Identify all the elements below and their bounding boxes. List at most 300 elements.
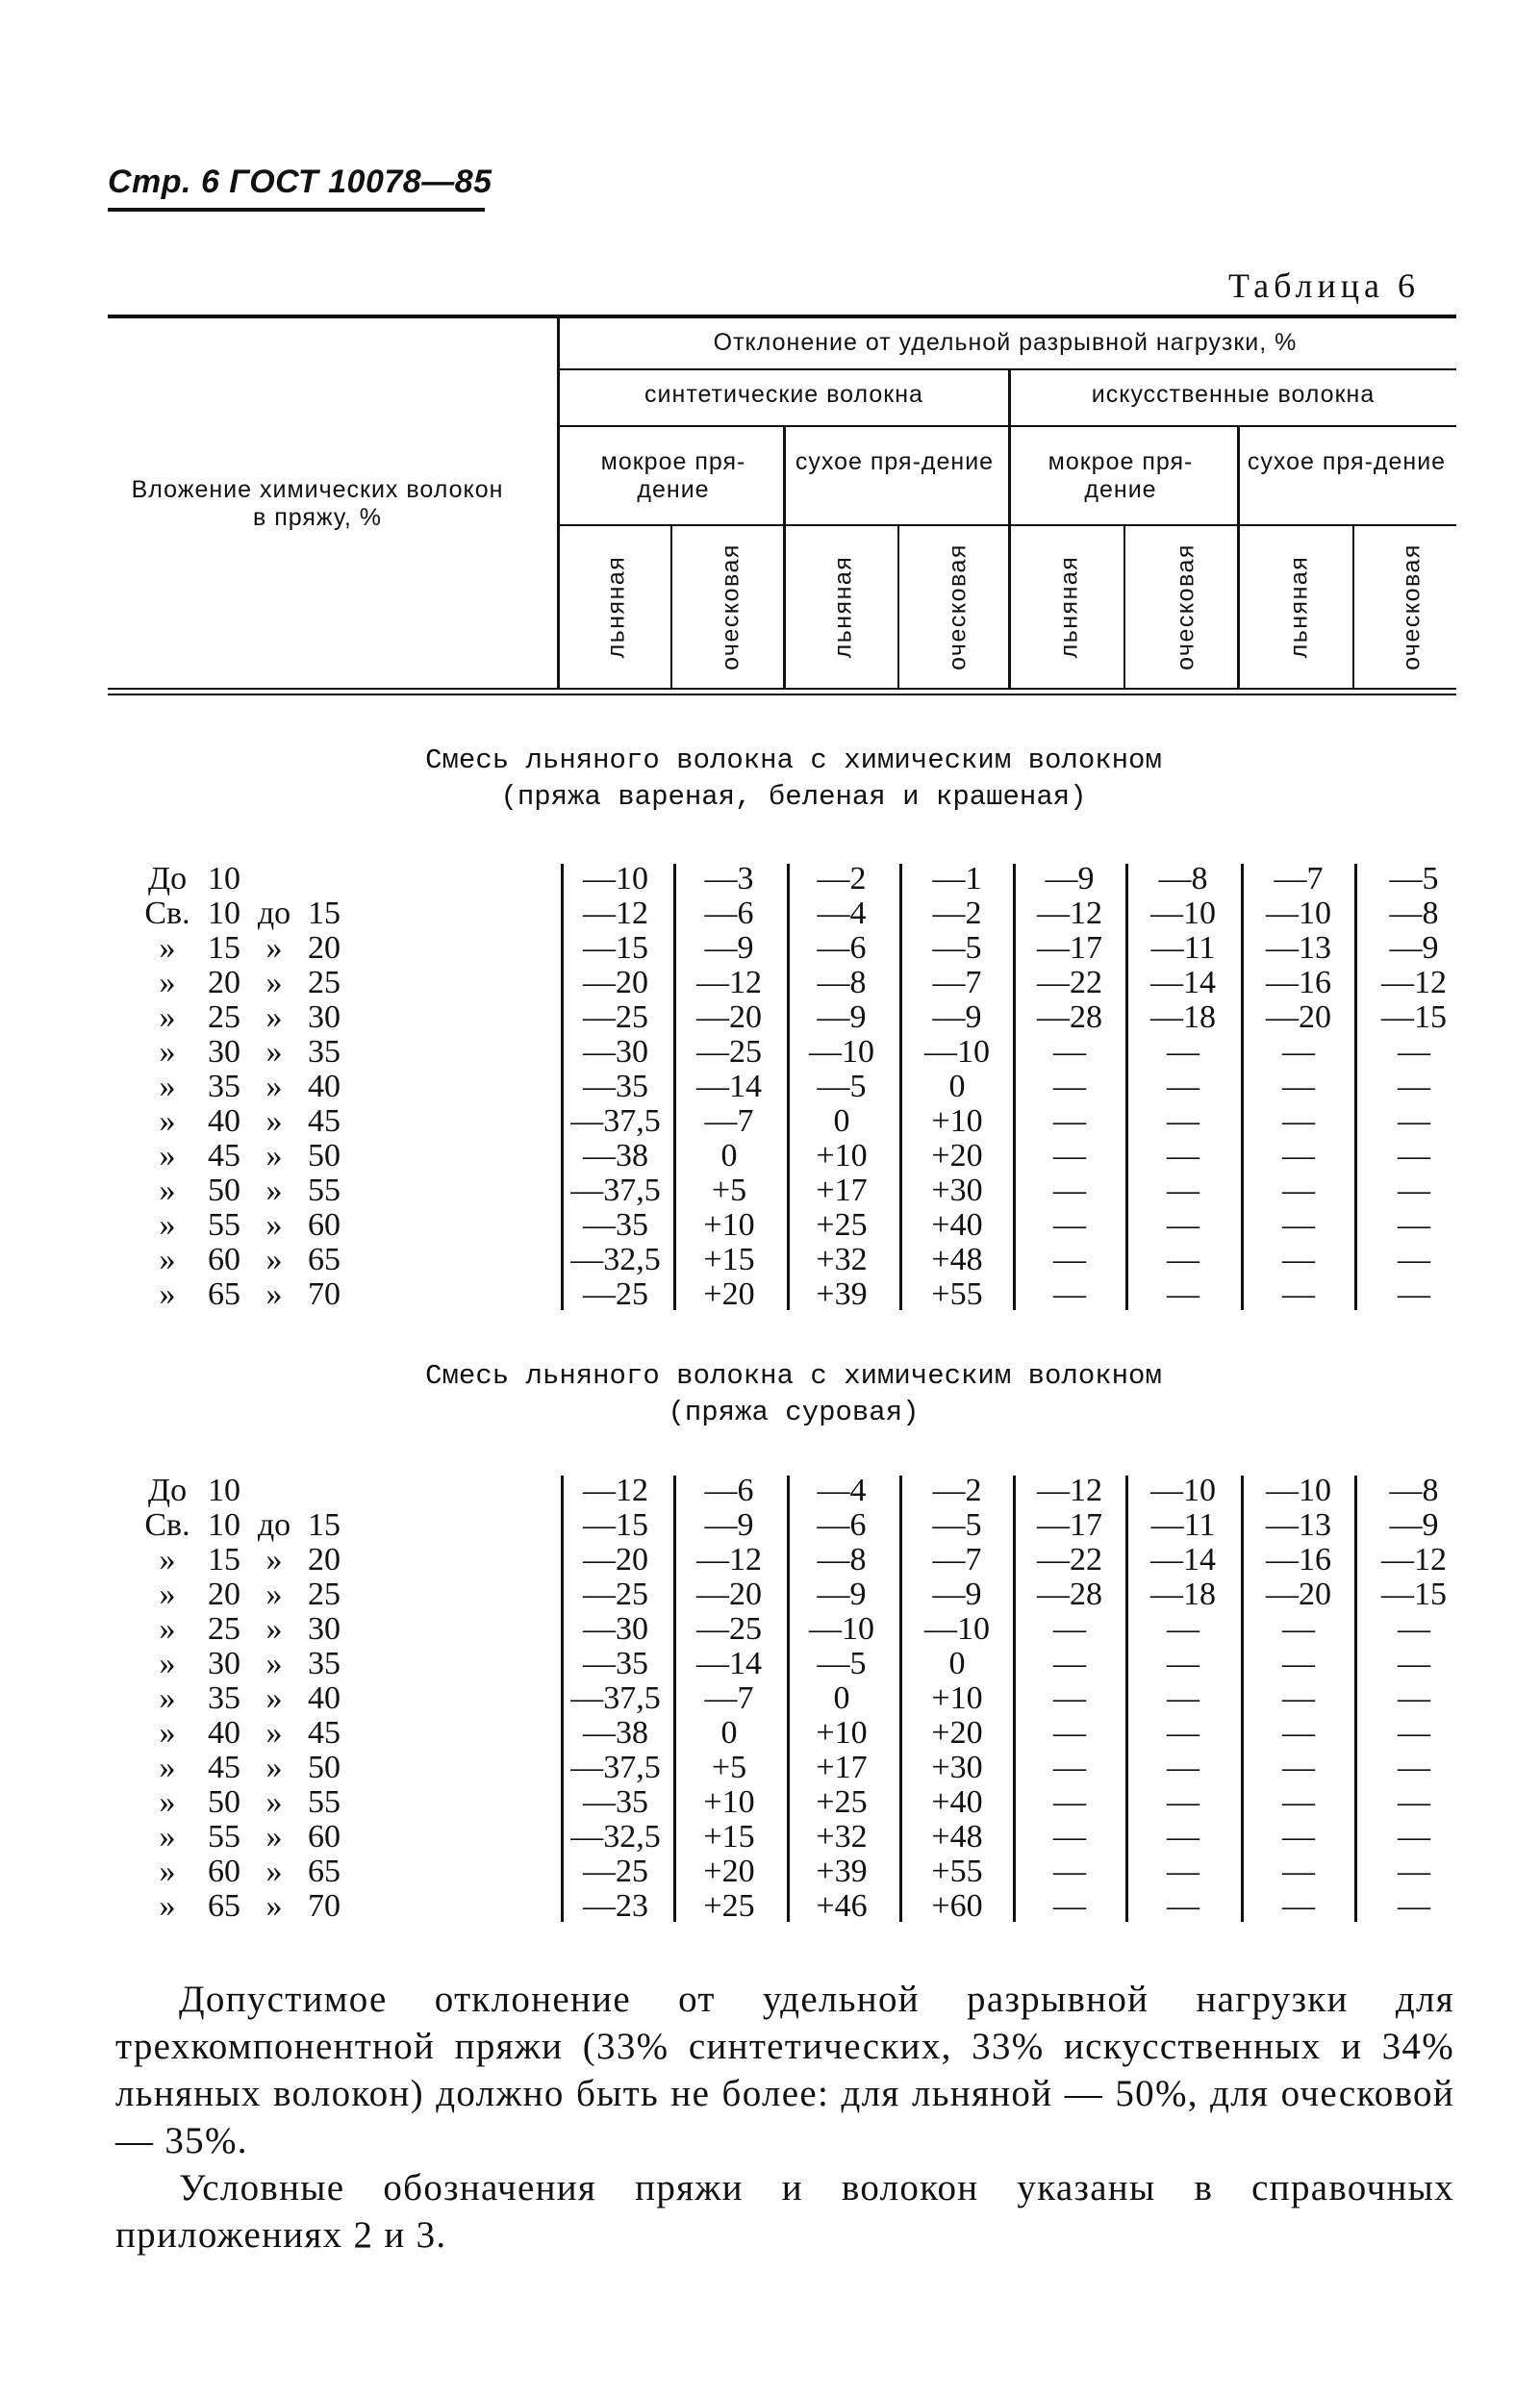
table-cell: 0: [833, 1680, 850, 1716]
column-separator: [899, 864, 902, 1310]
table-cell: —: [1167, 1069, 1199, 1104]
table-cell: —25: [583, 1577, 648, 1612]
table-cell: —: [1167, 1103, 1199, 1139]
table-cell: —10: [924, 1034, 990, 1070]
table-cell: —: [1282, 1784, 1315, 1820]
row-label-b: »: [265, 930, 283, 966]
table-head-rule: [108, 688, 1456, 690]
table-cell: —37,5: [570, 1750, 661, 1785]
table-cell: —14: [696, 1069, 762, 1104]
table-cell: +15: [703, 1819, 755, 1855]
row-label: [138, 1277, 351, 1312]
table-cell: —: [1398, 1680, 1430, 1716]
table-cell: +15: [703, 1242, 755, 1277]
table-cell: —1: [932, 861, 982, 896]
col-flax-3: льняная: [1055, 555, 1083, 659]
row-label-to: 30: [308, 999, 341, 1035]
row-label-from: 45: [208, 1750, 240, 1785]
table-cell: —: [1398, 1784, 1430, 1820]
row-label: [138, 1208, 351, 1243]
column-separator: [1241, 864, 1244, 1310]
row-label-a: »: [159, 1242, 176, 1277]
table-cell: —: [1398, 1034, 1430, 1070]
artificial-header: искусственные волокна: [1091, 381, 1376, 408]
table-cell: +39: [816, 1276, 868, 1312]
row-label-from: 35: [208, 1069, 240, 1104]
table-cell: —37,5: [570, 1103, 661, 1139]
row-label-to: 15: [308, 896, 341, 931]
table-cell: —5: [1389, 861, 1439, 896]
row-label-to: 50: [308, 1138, 341, 1174]
table-cell: —35: [583, 1207, 648, 1243]
row-label-a: До: [147, 861, 188, 896]
table-cell: —37,5: [570, 1680, 661, 1716]
table-cell: +25: [816, 1207, 868, 1243]
table-cell: —16: [1266, 1542, 1331, 1578]
row-label: [138, 966, 351, 1000]
row-label-b: »: [265, 1103, 283, 1139]
header-divider-sub: [897, 526, 899, 688]
row-label-to: 65: [308, 1854, 341, 1889]
row-label-from: 10: [208, 896, 240, 931]
table-cell: —: [1167, 1611, 1199, 1647]
table-cell: —: [1398, 1611, 1430, 1647]
row-label: [138, 1889, 351, 1924]
table-cell: —12: [583, 896, 648, 931]
table-cell: —25: [696, 1034, 762, 1070]
row-label-from: 60: [208, 1242, 240, 1277]
table-cell: —16: [1266, 965, 1331, 1000]
table-cell: —: [1053, 1819, 1086, 1855]
table-cell: —8: [1389, 896, 1439, 931]
table-cell: —3: [704, 861, 754, 896]
row-label-b: до: [257, 896, 291, 931]
table-cell: —22: [1037, 965, 1102, 1000]
table-cell: —10: [583, 861, 648, 896]
row-label-a: »: [159, 1784, 176, 1820]
table-cell: —14: [1150, 1542, 1216, 1578]
row-label-to: 15: [308, 1507, 341, 1543]
row-label: [138, 1474, 351, 1508]
table-cell: —5: [932, 930, 982, 966]
table-cell: —: [1167, 1784, 1199, 1820]
table-cell: —35: [583, 1646, 648, 1681]
row-label-b: »: [265, 1242, 283, 1277]
row-label-from: 40: [208, 1103, 240, 1139]
section-2-title: Смесь льняного волокна с химическим волокном: [425, 1360, 1162, 1392]
table-cell: +55: [931, 1854, 983, 1889]
table-cell: —38: [583, 1715, 648, 1751]
header-rule: [108, 208, 485, 212]
table-cell: —17: [1037, 930, 1102, 966]
table-cell: —: [1282, 1173, 1315, 1208]
table-cell: —20: [1266, 1577, 1331, 1612]
table-cell: —4: [817, 896, 867, 931]
table-cell: —: [1167, 1242, 1199, 1277]
table-cell: —10: [809, 1034, 874, 1070]
row-label: [138, 1716, 351, 1751]
table-cell: —25: [583, 1276, 648, 1312]
row-label-b: »: [265, 1646, 283, 1681]
row-label-a: »: [159, 1034, 176, 1070]
row-label-b: »: [265, 1173, 283, 1208]
table-cell: +10: [816, 1138, 868, 1174]
row-label-to: 35: [308, 1646, 341, 1681]
row-label: [138, 1578, 351, 1612]
row-label-to: 55: [308, 1173, 341, 1208]
table-cell: —: [1282, 1715, 1315, 1751]
table-cell: —: [1053, 1207, 1086, 1243]
table-cell: —6: [704, 896, 754, 931]
row-label-from: 10: [208, 1507, 240, 1543]
table-cell: —: [1398, 1819, 1430, 1855]
row-label-b: »: [265, 1034, 283, 1070]
col-flax-4: льняная: [1285, 555, 1313, 659]
row-label-from: 20: [208, 1577, 240, 1612]
row-label-to: 45: [308, 1103, 341, 1139]
table-cell: —35: [583, 1784, 648, 1820]
header-rule-2: [560, 425, 1456, 427]
table-cell: —20: [583, 965, 648, 1000]
row-label-to: 30: [308, 1611, 341, 1647]
table-cell: —: [1167, 1750, 1199, 1785]
table-cell: —14: [696, 1646, 762, 1681]
row-label-from: 25: [208, 999, 240, 1035]
table-cell: —: [1053, 1034, 1086, 1070]
table-cell: —11: [1150, 930, 1216, 966]
row-label-to: 50: [308, 1750, 341, 1785]
table-top-rule: [108, 315, 1456, 318]
column-separator: [673, 1476, 676, 1922]
row-label: [138, 931, 351, 966]
table-cell: +10: [703, 1207, 755, 1243]
column-separator: [787, 1476, 790, 1922]
table-cell: —14: [1150, 965, 1216, 1000]
table-cell: +20: [703, 1276, 755, 1312]
table-cell: —9: [817, 999, 867, 1035]
table-cell: —28: [1037, 999, 1102, 1035]
table-cell: —: [1167, 1276, 1199, 1312]
table-cell: —: [1167, 1207, 1199, 1243]
table-cell: —: [1053, 1784, 1086, 1820]
row-label: [138, 1543, 351, 1578]
table-cell: +5: [711, 1173, 747, 1208]
table-cell: +40: [931, 1784, 983, 1820]
table-cell: —: [1053, 1242, 1086, 1277]
col-tow-3: оческовая: [1172, 543, 1199, 670]
table-cell: —: [1053, 1611, 1086, 1647]
row-label-b: до: [257, 1507, 291, 1543]
table-cell: —30: [583, 1034, 648, 1070]
row-label-a: »: [159, 1680, 176, 1716]
table-cell: —: [1398, 1138, 1430, 1174]
table-cell: —: [1398, 1173, 1430, 1208]
table-cell: —7: [932, 1542, 982, 1578]
table-cell: —15: [1381, 999, 1447, 1035]
table-cell: —10: [1150, 1473, 1216, 1508]
table-cell: —: [1053, 1888, 1086, 1924]
row-label-to: 35: [308, 1034, 341, 1070]
table-cell: —: [1167, 1646, 1199, 1681]
row-label-from: 10: [208, 861, 240, 896]
row-label-to: 65: [308, 1242, 341, 1277]
row-label-a: »: [159, 1103, 176, 1139]
table-cell: —: [1053, 1276, 1086, 1312]
row-label-a: »: [159, 999, 176, 1035]
column-separator: [1125, 1476, 1128, 1922]
table-cell: —: [1167, 1173, 1199, 1208]
table-cell: +5: [711, 1750, 747, 1785]
header-divider-sub: [1352, 526, 1354, 688]
table-cell: —12: [696, 1542, 762, 1578]
table-cell: —: [1282, 1242, 1315, 1277]
synthetic-header: синтетические волокна: [644, 381, 923, 408]
table-cell: —: [1053, 1715, 1086, 1751]
table-cell: +10: [816, 1715, 868, 1751]
table-cell: —: [1282, 1034, 1315, 1070]
row-label-from: 50: [208, 1784, 240, 1820]
table-cell: —: [1053, 1173, 1086, 1208]
row-label-b: »: [265, 965, 283, 1000]
table-cell: —20: [1266, 999, 1331, 1035]
row-label-b: »: [265, 1784, 283, 1820]
row-label: [138, 1820, 351, 1855]
table-cell: —20: [696, 1577, 762, 1612]
row-label-to: 60: [308, 1207, 341, 1243]
row-label-a: »: [159, 1276, 176, 1312]
table-cell: —: [1282, 1207, 1315, 1243]
row-label-b: »: [265, 1577, 283, 1612]
row-label-from: 60: [208, 1854, 240, 1889]
table-cell: —: [1398, 1069, 1430, 1104]
row-label-b: »: [265, 1542, 283, 1578]
row-label: [138, 1243, 351, 1277]
table-cell: —: [1282, 1069, 1315, 1104]
col-tow-2: оческовая: [944, 543, 972, 670]
table-cell: —25: [583, 1854, 648, 1889]
wet-header-artificial: мокрое пря-дение: [1048, 448, 1194, 503]
table-cell: —18: [1150, 1577, 1216, 1612]
table-cell: —9: [1045, 861, 1095, 896]
header-divider-syn: [783, 427, 786, 688]
row-label-b: »: [265, 1069, 283, 1104]
row-label-from: 15: [208, 930, 240, 966]
table-cell: —9: [932, 1577, 982, 1612]
row-label-to: 60: [308, 1819, 341, 1855]
row-label: [138, 1612, 351, 1647]
table-cell: —20: [696, 999, 762, 1035]
table-cell: +55: [931, 1276, 983, 1312]
column-separator: [899, 1476, 902, 1922]
row-label: [138, 1035, 351, 1070]
row-label-a: До: [147, 1473, 188, 1508]
table-cell: —13: [1266, 1507, 1331, 1543]
table-cell: —: [1053, 1854, 1086, 1889]
row-label-from: 30: [208, 1034, 240, 1070]
header-divider-sub: [670, 526, 672, 688]
wet-header-synthetic: мокрое пря-дение: [600, 448, 746, 503]
row-label-a: »: [159, 1542, 176, 1578]
row-label-from: 15: [208, 1542, 240, 1578]
row-label-b: »: [265, 1888, 283, 1924]
table-cell: +17: [816, 1750, 868, 1785]
table-cell: —13: [1266, 930, 1331, 966]
table-caption: Таблица 6: [1228, 266, 1420, 305]
header-divider-sub: [1123, 526, 1125, 688]
table-cell: —32,5: [570, 1242, 661, 1277]
header-rule-3: [560, 524, 1456, 526]
table-cell: —25: [583, 999, 648, 1035]
column-separator: [561, 1476, 564, 1922]
table-cell: +20: [703, 1854, 755, 1889]
row-label-to: 20: [308, 1542, 341, 1578]
row-label: [138, 1751, 351, 1785]
row-label-from: 25: [208, 1611, 240, 1647]
table-cell: 0: [833, 1103, 850, 1139]
row-label-a: »: [159, 965, 176, 1000]
row-label-b: »: [265, 1750, 283, 1785]
row-label-b: »: [265, 1138, 283, 1174]
table-cell: —: [1167, 1888, 1199, 1924]
table-cell: 0: [948, 1646, 966, 1681]
table-cell: —9: [932, 999, 982, 1035]
table-cell: —12: [583, 1473, 648, 1508]
row-label-b: »: [265, 1680, 283, 1716]
table-cell: —4: [817, 1473, 867, 1508]
row-label-b: »: [265, 1854, 283, 1889]
row-header: Вложение химических волокон в пряжу, %: [131, 476, 504, 531]
table-cell: —: [1053, 1750, 1086, 1785]
row-label-a: »: [159, 1577, 176, 1612]
row-label: [138, 1000, 351, 1035]
table-cell: +25: [816, 1784, 868, 1820]
row-label: [138, 862, 351, 896]
table-cell: —: [1398, 1242, 1430, 1277]
table-cell: —: [1398, 1750, 1430, 1785]
row-label-from: 55: [208, 1819, 240, 1855]
row-label-a: »: [159, 1207, 176, 1243]
table-cell: —8: [817, 1542, 867, 1578]
row-label: [138, 1508, 351, 1543]
table-cell: —30: [583, 1611, 648, 1647]
row-label-to: 25: [308, 965, 341, 1000]
table-cell: +60: [931, 1888, 983, 1924]
row-label-a: »: [159, 930, 176, 966]
row-label: [138, 1855, 351, 1889]
table-cell: —: [1167, 1715, 1199, 1751]
column-separator: [1354, 864, 1357, 1310]
table-cell: —10: [1150, 896, 1216, 931]
table-cell: —: [1398, 1646, 1430, 1681]
table-cell: +20: [931, 1715, 983, 1751]
table-cell: —: [1282, 1888, 1315, 1924]
table-cell: —2: [932, 1473, 982, 1508]
table-cell: —: [1398, 1207, 1430, 1243]
table-cell: —: [1282, 1138, 1315, 1174]
row-label-a: »: [159, 1173, 176, 1208]
col-flax-1: льняная: [602, 555, 630, 659]
column-separator: [1354, 1476, 1357, 1922]
column-separator: [1125, 864, 1128, 1310]
table-cell: +25: [703, 1888, 755, 1924]
table-cell: —7: [704, 1103, 754, 1139]
table-cell: —: [1053, 1069, 1086, 1104]
note-paragraph-2: Условные обозначения пряжи и волокон указаны в справочных приложениях 2 и 3.: [115, 2167, 1454, 2256]
table-cell: —: [1167, 1034, 1199, 1070]
main-header: Отклонение от удельной разрывной нагрузки, %: [713, 329, 1298, 356]
table-cell: +39: [816, 1854, 868, 1889]
row-label-from: 30: [208, 1646, 240, 1681]
row-label-from: 40: [208, 1715, 240, 1751]
table-cell: —: [1167, 1680, 1199, 1716]
row-label-a: Св.: [144, 896, 190, 931]
header-divider-art: [1237, 427, 1240, 688]
table-cell: —23: [583, 1888, 648, 1924]
table-cell: +32: [816, 1819, 868, 1855]
row-label-b: »: [265, 1715, 283, 1751]
table-cell: —8: [1158, 861, 1208, 896]
table-cell: —6: [817, 1507, 867, 1543]
row-label-a: Св.: [144, 1507, 190, 1543]
table-cell: —10: [924, 1611, 990, 1647]
table-cell: —5: [817, 1069, 867, 1104]
col-flax-2: льняная: [829, 555, 857, 659]
row-label: [138, 896, 351, 931]
table-cell: +10: [931, 1680, 983, 1716]
table-cell: —10: [1266, 896, 1331, 931]
row-label-from: 55: [208, 1207, 240, 1243]
table-cell: —10: [1266, 1473, 1331, 1508]
table-cell: +20: [931, 1138, 983, 1174]
table-cell: —: [1053, 1138, 1086, 1174]
col-tow-1: оческовая: [717, 543, 745, 670]
table-cell: —5: [817, 1646, 867, 1681]
table-cell: —: [1053, 1646, 1086, 1681]
table-cell: —: [1282, 1750, 1315, 1785]
table-cell: —12: [1037, 1473, 1102, 1508]
row-label: [138, 1647, 351, 1681]
column-separator: [1241, 1476, 1244, 1922]
row-label-from: 35: [208, 1680, 240, 1716]
row-label-a: »: [159, 1888, 176, 1924]
row-label-b: »: [265, 999, 283, 1035]
row-label-to: 45: [308, 1715, 341, 1751]
table-cell: —2: [817, 861, 867, 896]
table-cell: —6: [704, 1473, 754, 1508]
row-label: [138, 1681, 351, 1716]
table-cell: —: [1398, 1715, 1430, 1751]
table-cell: —: [1282, 1819, 1315, 1855]
table-cell: 0: [720, 1715, 738, 1751]
table-cell: +46: [816, 1888, 868, 1924]
table-cell: —5: [932, 1507, 982, 1543]
row-label-a: »: [159, 1069, 176, 1104]
table-cell: —: [1167, 1819, 1199, 1855]
row-label-b: »: [265, 1276, 283, 1312]
table-cell: —35: [583, 1069, 648, 1104]
col-tow-4: оческовая: [1398, 543, 1426, 670]
row-label-to: 55: [308, 1784, 341, 1820]
table-cell: —8: [817, 965, 867, 1000]
table-cell: —: [1398, 1103, 1430, 1139]
table-cell: —9: [1389, 1507, 1439, 1543]
section-1-title: Смесь льняного волокна с химическим волокном: [425, 745, 1162, 776]
table-cell: —8: [1389, 1473, 1439, 1508]
table-cell: —37,5: [570, 1173, 661, 1208]
table-cell: —: [1282, 1646, 1315, 1681]
table-cell: —20: [583, 1542, 648, 1578]
table-cell: +32: [816, 1242, 868, 1277]
